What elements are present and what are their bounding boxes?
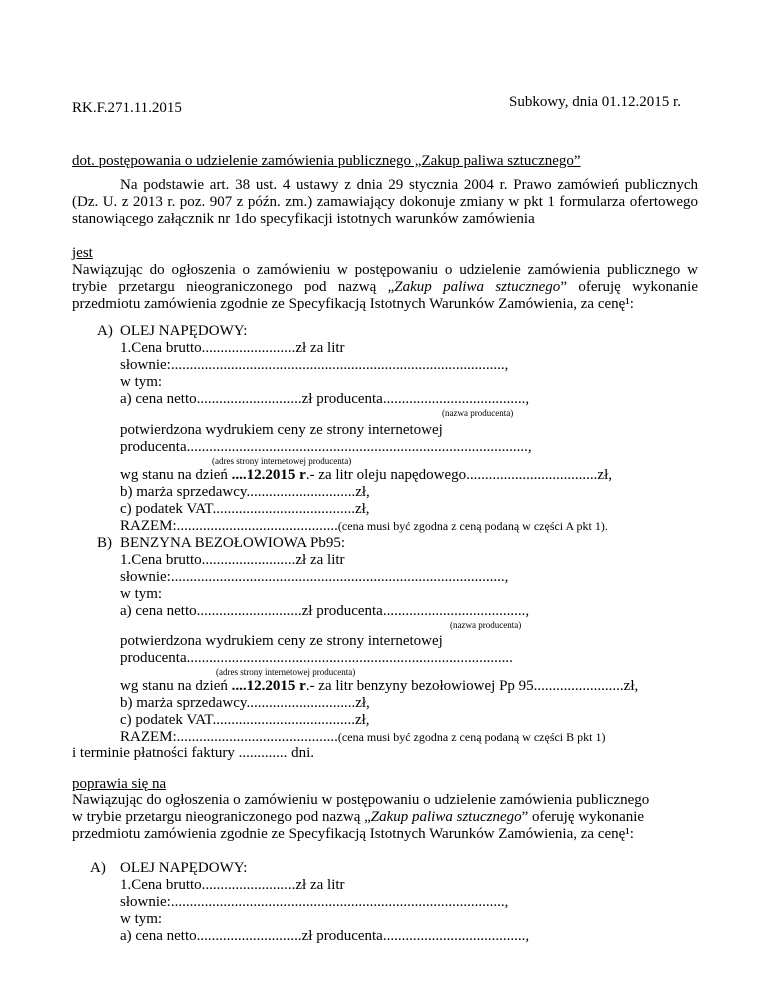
jest-heading: jest — [72, 245, 93, 261]
jest-b-confirmed: potwierdzona wydrukiem ceny ze strony internetowej — [120, 633, 443, 649]
jest-a-as-of-date: ....12.2015 r — [231, 467, 306, 483]
date-line: Subkowy, dnia 01.12.2015 r. — [509, 94, 681, 110]
jest-a-as-of-pre: wg stanu na dzień — [120, 467, 232, 483]
jest-a-as-of — [120, 467, 612, 484]
jest-b-including: w tym: — [120, 586, 163, 602]
jest-b-total-note: (cena musi być zgodna z ceną podaną w części B pkt 1) — [337, 730, 606, 744]
jest-b-as-of — [120, 678, 638, 695]
jest-b-price-gross: 1.Cena brutto.........................zł za litr — [120, 552, 345, 568]
jest-b-total — [120, 729, 605, 746]
jest-a-title: OLEJ NAPĘDOWY: — [120, 323, 248, 339]
jest-a-total-label: RAZEM:........................................... — [120, 518, 338, 534]
jest-b-producer: producenta....................................................................................... — [120, 650, 513, 666]
jest-para-after: ” oferuję wykonanie przedmiotu zamówienia zgodnie ze Specyfikacją Istotnych Warunków Zamówienia, za cenę¹: — [72, 279, 698, 312]
jest-a-total — [120, 518, 608, 535]
poprawia-line-2 — [72, 809, 644, 826]
poprawia-line-3: przedmiotu zamówienia zgodnie ze Specyfikacją Istotnych Warunków Zamówienia, za cenę¹: — [72, 826, 634, 842]
jest-a-confirmed: potwierdzona wydrukiem ceny ze strony internetowej — [120, 422, 443, 438]
jest-a-in-words: słownie:........................................................................................., — [120, 357, 509, 373]
poprawia-a-net-price: a) cena netto............................zł producenta......................................, — [120, 928, 530, 944]
jest-a-marker: A) — [97, 323, 113, 339]
jest-a-including: w tym: — [120, 374, 163, 390]
jest-para-before: Nawiązując do ogłoszenia o zamówieniu w postępowaniu o udzielenie zamówienia publicznego w trybie przetargu nieograniczonego pod nazwą „ — [72, 262, 698, 295]
poprawia-line-1: Nawiązując do ogłoszenia o zamówieniu w postępowaniu o udzielenie zamówienia publicznego — [72, 792, 650, 808]
jest-b-net-price: a) cena netto............................zł producenta......................................, — [120, 603, 530, 619]
jest-b-marker: B) — [97, 535, 112, 551]
intro-paragraph: Na podstawie art. 38 ust. 4 ustawy z dnia 29 stycznia 2004 r. Prawo zamówień publicznych (Dz. U. z 2013 r. poz. 907 z późn. zm.) zamawiający dokonuje zmiany w pkt 1 formularza ofertowego stanowiącego załącznik nr 1do specyfikacji istotnych warunków zamówienia — [72, 177, 698, 227]
jest-a-margin: b) marża sprzedawcy.............................zł, — [120, 484, 370, 500]
subject-line: dot. postępowania o udzielenie zamówienia publicznego „Zakup paliwa sztucznego” — [72, 153, 581, 169]
jest-b-as-of-post: .- za litr benzyny bezołowiowej Pp 95........................zł, — [305, 678, 639, 694]
jest-a-note-producer: (nazwa producenta) — [442, 408, 514, 418]
reference-number: RK.F.271.11.2015 — [72, 100, 182, 116]
jest-b-as-of-pre: wg stanu na dzień — [120, 678, 232, 694]
jest-b-total-label: RAZEM:........................................... — [120, 729, 338, 745]
poprawia-line-2-after: ” oferuję wykonanie — [521, 809, 645, 825]
poprawia-heading: poprawia się na — [72, 776, 167, 792]
poprawia-a-price-gross: 1.Cena brutto.........................zł za litr — [120, 877, 345, 893]
jest-paragraph — [72, 262, 698, 313]
jest-a-producer: producenta..........................................................................................., — [120, 439, 532, 455]
poprawia-a-including: w tym: — [120, 911, 163, 927]
poprawia-a-in-words: słownie:........................................................................................., — [120, 894, 509, 910]
jest-a-as-of-post: .- za litr oleju napędowego...................................zł, — [305, 467, 612, 483]
jest-a-net-price: a) cena netto............................zł producenta......................................, — [120, 391, 530, 407]
jest-a-price-gross: 1.Cena brutto.........................zł za litr — [120, 340, 345, 356]
jest-b-as-of-date: ....12.2015 r — [231, 678, 306, 694]
jest-b-vat: c) podatek VAT......................................zł, — [120, 712, 370, 728]
poprawia-a-marker: A) — [90, 860, 106, 876]
jest-b-note-producer: (nazwa producenta) — [450, 620, 522, 630]
jest-a-note-website: (adres strony internetowej producenta) — [212, 456, 352, 466]
poprawia-line-2-before: w trybie przetargu nieograniczonego pod nazwą „ — [72, 809, 371, 825]
jest-b-margin: b) marża sprzedawcy.............................zł, — [120, 695, 370, 711]
poprawia-line-2-name: Zakup paliwa sztucznego — [370, 809, 522, 825]
jest-b-note-website: (adres strony internetowej producenta) — [216, 667, 356, 677]
jest-a-vat: c) podatek VAT......................................zł, — [120, 501, 370, 517]
poprawia-a-title: OLEJ NAPĘDOWY: — [120, 860, 248, 876]
jest-b-in-words: słownie:........................................................................................., — [120, 569, 509, 585]
jest-a-total-note: (cena musi być zgodna z ceną podaną w części A pkt 1). — [337, 519, 608, 533]
jest-b-title: BENZYNA BEZOŁOWIOWA Pb95: — [120, 535, 345, 551]
jest-para-name: Zakup paliwa sztucznego — [394, 279, 561, 295]
payment-terms: i terminie płatności faktury ............. dni. — [72, 745, 315, 761]
